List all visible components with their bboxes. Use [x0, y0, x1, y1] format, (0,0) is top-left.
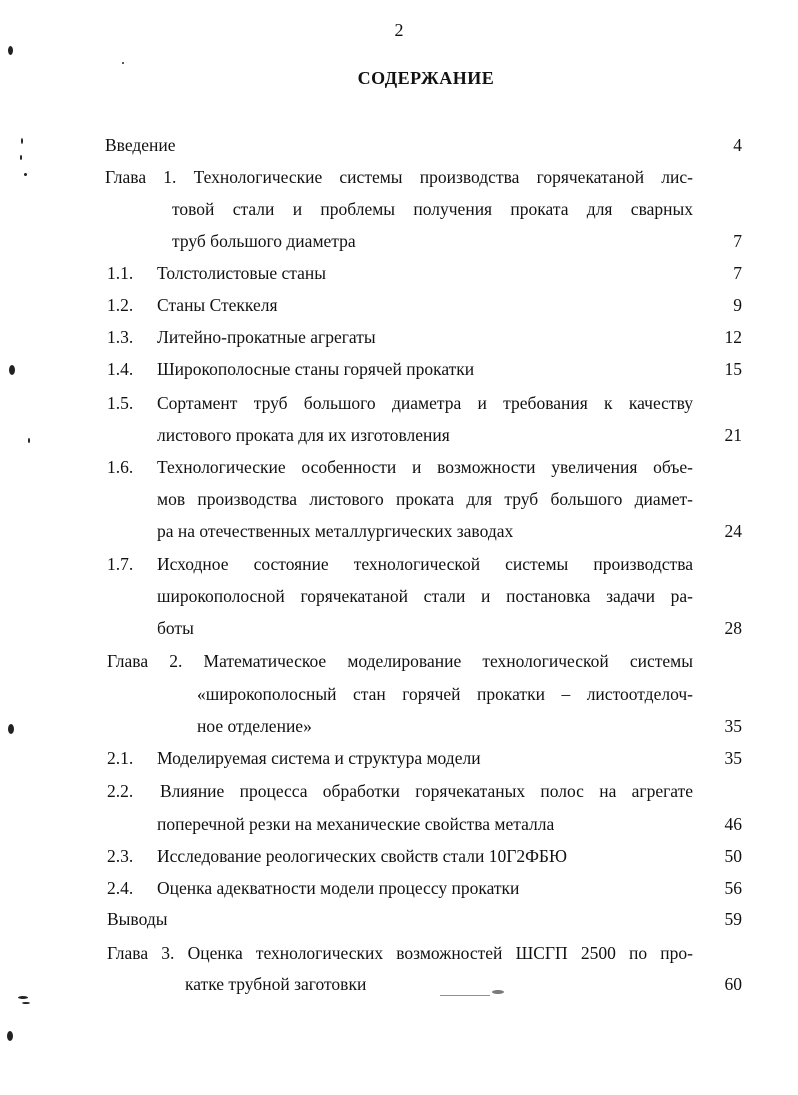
toc-page-chapter-1: 7: [733, 231, 742, 251]
toc-entry-2-2-line-1: Влияние процесса обработки горячекатаных полос на агрегате: [160, 781, 693, 801]
toc-page-1-6: 24: [724, 521, 742, 541]
toc-chapter-2-line-1: Глава 2. Математическое моделирование технологической системы: [107, 651, 693, 671]
toc-num-1-4: 1.4.: [107, 359, 134, 379]
toc-entry-intro: Введение: [105, 135, 176, 155]
toc-entry-2-1: Моделируемая система и структура модели: [157, 748, 481, 768]
toc-page-2-4: 56: [724, 878, 742, 898]
toc-entry-1-5-line-1: Сортамент труб большого диаметра и требования к качеству: [157, 393, 693, 413]
toc-entry-2-4: Оценка адекватности модели процессу прокатки: [157, 878, 520, 898]
toc-entry-1-7-line-1: Исходное состояние технологической системы производства: [157, 554, 693, 574]
toc-num-1-7: 1.7.: [107, 554, 134, 574]
toc-num-2-2: 2.2.: [107, 781, 134, 801]
toc-entry-2-3: Исследование реологических свойств стали 10Г2ФБЮ: [157, 846, 567, 866]
toc-chapter-2-line-2: «широкополосный стан горячей прокатки – листоотделоч-: [197, 684, 693, 704]
toc-page-1-1: 7: [733, 263, 742, 283]
toc-num-1-2: 1.2.: [107, 295, 134, 315]
toc-chapter-2-line-3: ное отделение»: [197, 716, 312, 736]
scan-speck: [21, 138, 23, 144]
toc-entry-2-2-line-2: поперечной резки на механические свойства металла: [157, 814, 555, 834]
toc-entry-1-1: Толстолистовые станы: [157, 263, 327, 283]
scan-speck: [20, 155, 22, 160]
scan-speck: [18, 996, 28, 999]
page-number: 2: [394, 20, 404, 40]
toc-chapter-3-line-1: Глава 3. Оценка технологических возможностей ШСГП 2500 по про-: [107, 943, 693, 963]
scan-speck: [492, 990, 504, 994]
toc-entry-1-4: Широкополосные станы горячей прокатки: [157, 359, 475, 379]
toc-entry-1-7-line-3: боты: [157, 618, 194, 638]
toc-chapter-1-line-2: товой стали и проблемы получения проката для сварных: [172, 199, 693, 219]
toc-num-1-3: 1.3.: [107, 327, 134, 347]
toc-entry-1-5-line-2: листового проката для их изготовления: [157, 425, 450, 445]
scan-speck: [7, 1031, 13, 1041]
toc-page-2-3: 50: [724, 846, 742, 866]
toc-entry-1-6-line-3: ра на отечественных металлургических заводах: [157, 521, 514, 541]
toc-page-chapter-2: 35: [724, 716, 742, 736]
toc-page-1-5: 21: [724, 425, 742, 445]
toc-page-1-4: 15: [724, 359, 742, 379]
toc-page-intro: 4: [733, 135, 742, 155]
scan-speck: [8, 724, 14, 734]
toc-num-1-5: 1.5.: [107, 393, 134, 413]
toc-chapter-3-line-2: катке трубной заготовки: [185, 974, 367, 994]
toc-entry-1-7-line-2: широкополосной горячекатаной стали и постановка задачи ра-: [157, 586, 693, 606]
toc-entry-conclusions: Выводы: [107, 909, 168, 929]
toc-num-2-3: 2.3.: [107, 846, 134, 866]
toc-chapter-1-line-3: труб большого диаметра: [172, 231, 356, 251]
scan-speck: [28, 438, 30, 443]
toc-page-2-2: 46: [724, 814, 742, 834]
toc-num-2-4: 2.4.: [107, 878, 134, 898]
toc-page-1-3: 12: [724, 327, 742, 347]
toc-num-2-1: 2.1.: [107, 748, 134, 768]
toc-page-1-2: 9: [733, 295, 742, 315]
toc-entry-1-6-line-1: Технологические особенности и возможности увеличения объе-: [157, 457, 693, 477]
toc-page-conclusions: 59: [724, 909, 742, 929]
scan-speck: [440, 995, 490, 996]
toc-entry-1-6-line-2: мов производства листового проката для труб большого диамет-: [157, 489, 693, 509]
scan-speck: [8, 46, 13, 55]
scan-speck: [22, 1002, 30, 1004]
toc-page-1-7: 28: [724, 618, 742, 638]
toc-page-chapter-3: 60: [724, 974, 742, 994]
scan-speck: [9, 365, 15, 375]
toc-chapter-1-line-1: Глава 1. Технологические системы производства горячекатаной лис-: [105, 167, 693, 187]
toc-entry-1-3: Литейно-прокатные агрегаты: [157, 327, 376, 347]
toc-num-1-6: 1.6.: [107, 457, 134, 477]
toc-title: СОДЕРЖАНИЕ: [357, 68, 495, 88]
toc-num-1-1: 1.1.: [107, 263, 134, 283]
toc-entry-1-2: Станы Стеккеля: [157, 295, 278, 315]
scan-speck: [122, 62, 124, 64]
scan-speck: [24, 173, 27, 176]
toc-page-2-1: 35: [724, 748, 742, 768]
